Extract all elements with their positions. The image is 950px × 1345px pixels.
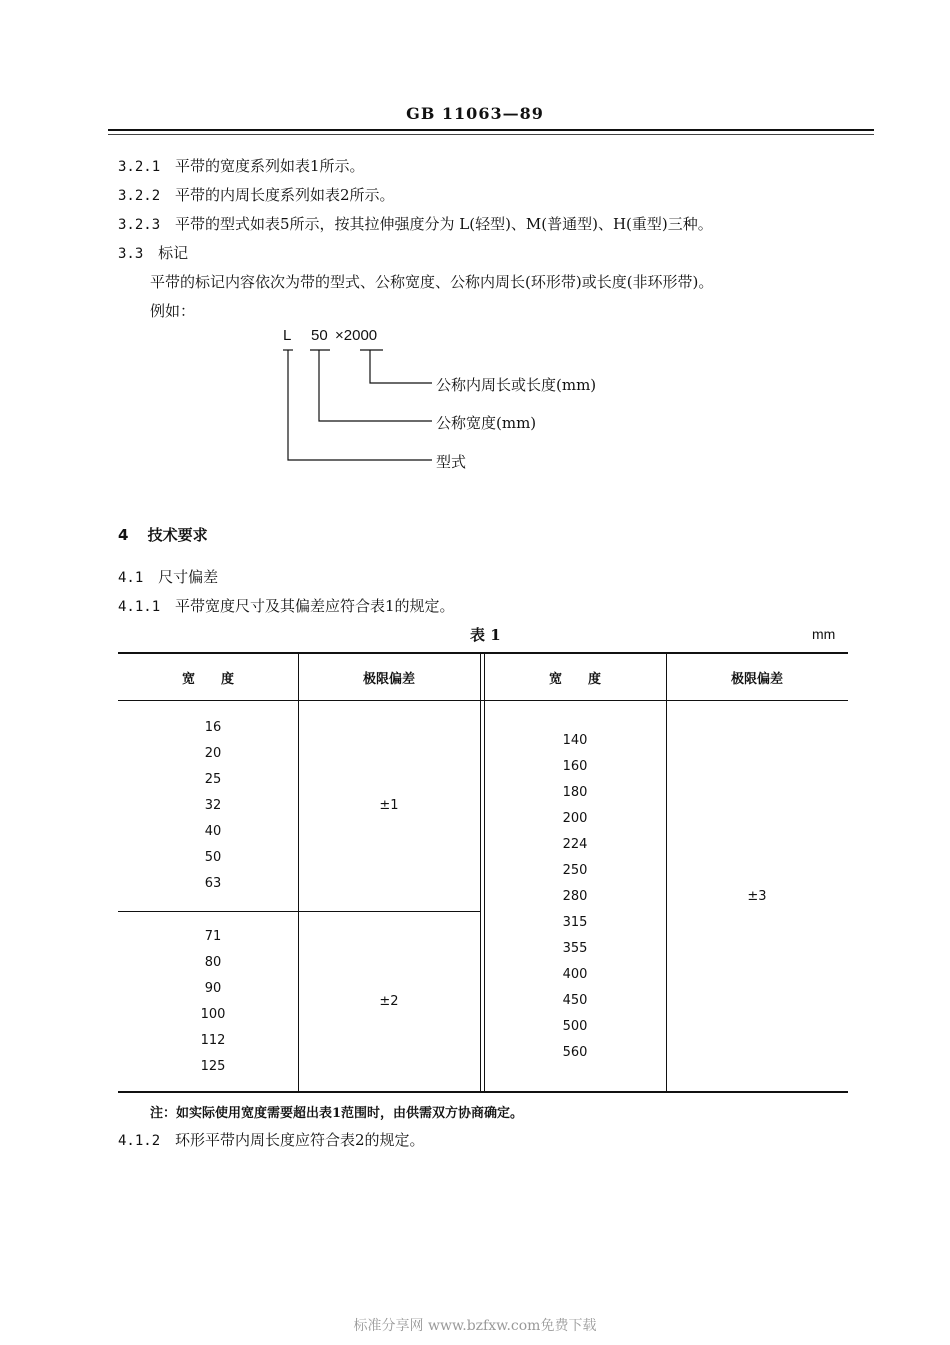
clause-4-1-1: [118, 595, 454, 616]
width-value: 140: [562, 733, 588, 748]
marking-length: ×2000: [335, 327, 378, 344]
width-value: 250: [562, 863, 588, 878]
clause-4-1: [118, 566, 218, 587]
header-tolerance-right: 极限偏差: [730, 672, 783, 687]
clause-number: 4.1.1: [118, 599, 161, 615]
width-value: 315: [562, 915, 588, 930]
width-value: 80: [204, 955, 222, 970]
width-value: 16: [204, 720, 222, 735]
header-width-left: 宽 度: [181, 672, 234, 687]
width-value: 500: [562, 1019, 588, 1034]
header-width-right: 宽 度: [548, 672, 601, 687]
width-value: 355: [562, 941, 588, 956]
width-value: 25: [204, 772, 222, 787]
width-value: 100: [200, 1007, 226, 1022]
section-title: 技术要求: [147, 526, 208, 544]
width-value: 280: [562, 889, 588, 904]
width-value: 125: [200, 1059, 226, 1074]
width-value: 200: [562, 811, 588, 826]
header-tolerance-left: 极限偏差: [362, 672, 415, 687]
type-leader: [288, 350, 432, 460]
standard-code-header: GB 11063—89: [406, 104, 544, 123]
footer-watermark[interactable]: 标准分享网 www.bzfxw.com免费下载: [353, 1318, 597, 1334]
width-leader: [319, 350, 432, 421]
clause-text: 平带的内周长度系列如表2所示。: [174, 186, 395, 204]
label-width: 公称宽度(mm): [436, 414, 537, 432]
clause-number: 4.1.2: [118, 1133, 161, 1149]
clause-number: 4.1: [118, 570, 144, 586]
tolerance-right-group: ±3: [747, 889, 767, 904]
example-label: 例如：: [150, 302, 196, 320]
label-type: 型式: [436, 453, 467, 471]
width-value: 40: [204, 824, 222, 839]
width-value: 450: [562, 993, 588, 1008]
width-value: 90: [204, 981, 222, 996]
table-caption: 表 1: [470, 626, 501, 644]
clause-number: 3.3: [118, 246, 144, 262]
width-value: 224: [562, 837, 588, 852]
section-number: 4: [118, 526, 129, 544]
width-value: 32: [204, 798, 222, 813]
clause-4-1-2: [118, 1129, 424, 1150]
table-vline-2b: [484, 652, 485, 1092]
width-value: 560: [562, 1045, 588, 1060]
section-4-heading: [118, 524, 208, 545]
clause-number: 3.2.3: [118, 217, 161, 233]
clause-title: 标记: [158, 244, 189, 262]
clause-title: 尺寸偏差: [158, 568, 219, 586]
marking-description: 平带的标记内容依次为带的型式、公称宽度、公称内周长(环形带)或长度(非环形带)。: [150, 273, 714, 291]
table-top-rule: [118, 652, 848, 654]
width-value: 20: [204, 746, 222, 761]
table-unit: mm: [812, 626, 836, 642]
clause-text: 环形平带内周长度应符合表2的规定。: [174, 1131, 425, 1149]
marking-width: 50: [311, 327, 328, 344]
table-vline-3: [666, 652, 667, 1092]
table-bottom-rule: [118, 1091, 848, 1093]
clause-text: 平带的型式如表5所示，按其拉伸强度分为 L(轻型)、M(普通型)、H(重型)三种。: [174, 215, 713, 233]
clause-number: 3.2.2: [118, 188, 161, 204]
clause-text: 平带宽度尺寸及其偏差应符合表1的规定。: [174, 597, 455, 615]
width-value: 180: [562, 785, 588, 800]
width-value: 71: [204, 929, 222, 944]
width-value: 63: [204, 876, 222, 891]
tolerance-group2: ±2: [379, 994, 399, 1009]
clause-number: 3.2.1: [118, 159, 161, 175]
table-group-separator: [118, 911, 480, 912]
table-note: 注：如实际使用宽度需要超出表1范围时，由供需双方协商确定。: [150, 1106, 524, 1121]
table-header-rule: [118, 700, 848, 701]
table-vline-1: [298, 652, 299, 1092]
tolerance-group1: ±1: [379, 798, 399, 813]
table-vline-2a: [480, 652, 481, 1092]
width-value: 50: [204, 850, 222, 865]
width-value: 400: [562, 967, 588, 982]
length-leader: [370, 350, 432, 383]
width-value: 160: [562, 759, 588, 774]
clause-text: 平带的宽度系列如表1所示。: [174, 157, 365, 175]
width-value: 112: [200, 1033, 226, 1048]
marking-type-code: L: [283, 327, 292, 344]
label-length: 公称内周长或长度(mm): [436, 376, 597, 394]
